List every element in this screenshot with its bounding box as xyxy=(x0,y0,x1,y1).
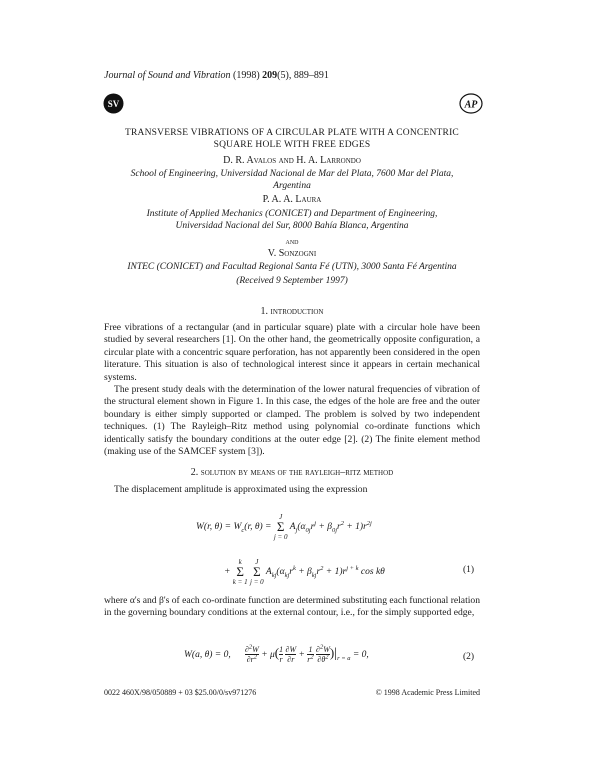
section-2-after-eq1 xyxy=(104,595,480,620)
ap-logo-text: AP xyxy=(464,99,478,111)
and-separator: and xyxy=(285,237,299,246)
affiliation-3: INTEC (CONICET) and Facultad Regional Santa Fé (UTN), 3000 Santa Fé Argentina xyxy=(127,262,457,272)
received-date: (Received 9 September 1997) xyxy=(236,276,348,286)
affiliation-1-line-2: Argentina xyxy=(273,181,311,191)
section-1-paragraph-2: The present study deals with the determination of the lower natural frequencies of vibration of the structural element shown in Figure 1. In this case, the edges of the hole are free and the outer boundary is either simply supported or clamped. The problem is solved by two independent techniques. (1) The Rayleigh–Ritz method using polynomial co-ordinate functions which identically satisfy the boundary conditions at the outer edge [2]. (2) The finite element method (making use of the SAMCEF system [3]). xyxy=(104,384,480,458)
authors-3: V. Sonzogni xyxy=(267,248,317,259)
affiliation-2-line-2: Universidad Nacional del Sur, 8000 Bahía Blanca, Argentina xyxy=(175,221,409,231)
equation-2-number: (2) xyxy=(463,652,475,662)
footer-code: 0022 460X/98/050889 + 03 $25.00/0/sv971276 xyxy=(104,688,257,697)
equation-1-line-2: + k Σ k = 1 J Σ j = 0 $A_{kj}(\alpha_{kj}r^k + \beta_{kj}r^2 + 1)r^{j + k}$ cos kθ xyxy=(224,558,385,586)
section-2-heading: 2. solution by means of the rayleigh–ritz method xyxy=(190,467,394,478)
sv-logo-text: SV xyxy=(107,99,120,109)
equation-2: W(a, θ) = 0, $\frac{\partial^2W}{\partial r^2}$ + μ( $\frac{1}{r}$ $\frac{\partial W}{\partial r}$ + $\frac{1}{r^2}$ $\frac{\partial^2W}{\partial\theta^2}$ )$|_{r = a} = 0$, xyxy=(184,643,369,665)
journal-volume: 209 xyxy=(262,70,278,81)
title-line-2: SQUARE HOLE WITH FREE EDGES xyxy=(213,140,371,150)
section-2-intro-text: The displacement amplitude is approximated using the expression xyxy=(114,484,368,495)
journal-issue-pages: (5), 889–891 xyxy=(277,70,329,81)
journal-year: (1998) xyxy=(230,70,263,81)
publisher-logo-sv xyxy=(103,93,124,114)
affiliation-2 xyxy=(104,208,480,232)
title-line-1: TRANSVERSE VIBRATIONS OF A CIRCULAR PLATE WITH A CONCENTRIC xyxy=(125,128,459,138)
affiliation-1 xyxy=(104,168,480,192)
equation-1-line-1: W(r, $\theta) = W_c(r$, θ) = J Σ j = 0 $A_j(\alpha_{0j}r^j + \beta_{0j}r^2 + 1)r^{2j}$ xyxy=(196,513,372,541)
authors-2: P. A. A. Laura xyxy=(262,194,322,205)
journal-citation xyxy=(104,70,329,81)
equation-1-number: (1) xyxy=(463,565,475,575)
affiliation-1-line-1: School of Engineering, Universidad Nacional de Mar del Plata, 7600 Mar del Plata, xyxy=(130,169,454,179)
section-1-body xyxy=(104,322,480,458)
paper-title xyxy=(104,127,480,151)
affiliation-2-line-1: Institute of Applied Mechanics (CONICET) and Department of Engineering, xyxy=(146,209,438,219)
authors-1: D. R. Avalos and H. A. Larrondo xyxy=(223,155,361,166)
publisher-logo-ap xyxy=(459,93,483,114)
journal-name: Journal of Sound and Vibration xyxy=(104,70,231,81)
section-2-intro xyxy=(104,484,480,496)
section-1-heading: 1. introduction xyxy=(260,306,324,317)
section-2-after-eq1-text: where α's and β's of each co-ordinate function are determined substituting each functional relation in the governing boundary conditions at the external contour, i.e., for the simply supported edge, xyxy=(104,595,480,619)
section-1-paragraph-1: Free vibrations of a rectangular (and in particular square) plate with a circular hole have been studied by several researchers [1]. On the other hand, the geometrically opposite configuration, a circular plate with a concentric square perforation, has not apparently been considered in the open literature. This situation is also of technological interest since it appears in certain mechanical systems. xyxy=(104,322,480,383)
footer-copyright: © 1998 Academic Press Limited xyxy=(375,688,480,697)
